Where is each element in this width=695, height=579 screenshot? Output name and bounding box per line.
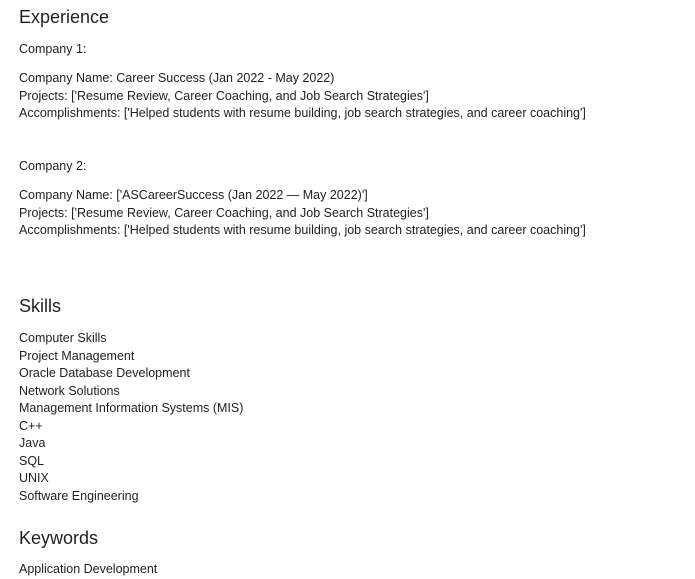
company-2-projects: Projects: ['Resume Review, Career Coaching, and Job Search Strategies'] xyxy=(19,205,429,220)
skill-item: Computer Skills xyxy=(19,331,107,345)
skill-item: Network Solutions xyxy=(19,383,120,398)
company-1-label: Company 1: xyxy=(19,42,87,56)
skills-heading: Skills xyxy=(19,296,62,316)
keywords-heading: Keywords xyxy=(19,528,99,548)
skill-item: Oracle Database Development xyxy=(19,366,190,380)
skills-list xyxy=(19,330,243,505)
skill-item: Java xyxy=(19,436,46,450)
skill-item: C++ xyxy=(19,418,43,433)
keyword-item: Application Development xyxy=(19,562,158,576)
company-2-accomplishments: Accomplishments: ['Helped students with resume building, job search strategies, and career coaching'] xyxy=(19,223,586,237)
company-1-details xyxy=(19,70,586,123)
company-1-accomplishments: Accomplishments: ['Helped students with resume building, job search strategies, and career coaching'] xyxy=(19,106,586,120)
company-1-projects: Projects: ['Resume Review, Career Coaching, and Job Search Strategies'] xyxy=(19,88,429,103)
experience-heading: Experience xyxy=(19,7,110,27)
company-2-details xyxy=(19,187,586,240)
keywords-list xyxy=(19,561,157,579)
company-2-name: Company Name: ['ASCareerSuccess (Jan 2022 — May 2022)'] xyxy=(19,188,368,202)
skill-item: Management Information Systems (MIS) xyxy=(19,401,244,415)
skill-item: Software Engineering xyxy=(19,488,139,503)
skill-item: SQL xyxy=(19,453,45,468)
company-2-label: Company 2: xyxy=(19,159,87,173)
skill-item: UNIX xyxy=(19,471,49,485)
skill-item: Project Management xyxy=(19,348,135,363)
company-1-name: Company Name: Career Success (Jan 2022 - May 2022) xyxy=(19,71,335,85)
